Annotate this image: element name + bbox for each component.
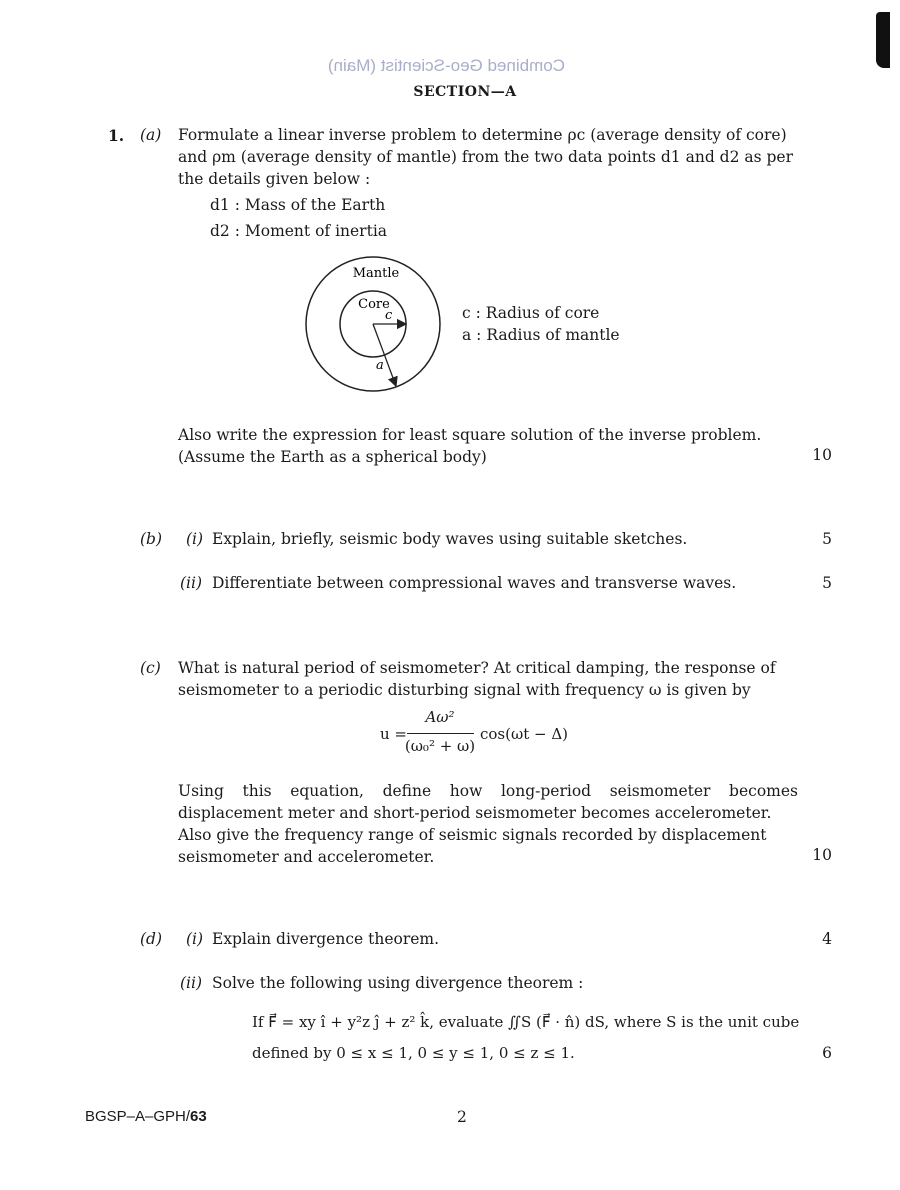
fraction-bar — [407, 733, 474, 734]
earth-diagram — [300, 255, 450, 405]
mantle-radius-arrow — [373, 324, 396, 386]
part-c-using-line-3: Also give the frequency range of seismic signals recorded by displacement — [178, 826, 767, 844]
part-a-also — [178, 424, 798, 468]
part-b-ii-text: Differentiate between compressional waves and transverse waves. — [212, 574, 737, 592]
part-d-ii-marks: 6 — [822, 1044, 832, 1062]
part-b-i-label: (i) — [186, 530, 204, 548]
part-a-marks: 10 — [812, 446, 832, 464]
part-c-text — [178, 657, 798, 701]
mantle-label: Mantle — [352, 266, 400, 281]
section-title: SECTION—A — [413, 84, 517, 100]
part-c-label: (c) — [140, 659, 161, 677]
data-point-d2: d2 : Moment of inertia — [210, 222, 388, 240]
part-a-line-1: Formulate a linear inverse problem to determine ρc (average density of core) — [178, 126, 787, 144]
data-point-d1: d1 : Mass of the Earth — [210, 196, 386, 214]
a-label: a — [376, 358, 384, 373]
part-b-i-text: Explain, briefly, seismic body waves using suitable sketches. — [212, 530, 688, 548]
part-b-i-marks: 5 — [822, 530, 832, 548]
c-label: c — [385, 308, 393, 323]
part-b-ii-marks: 5 — [822, 574, 832, 592]
part-c-using-line-1: Using this equation, define how long-period seismometer becomes — [178, 782, 798, 800]
divergence-equation: If F⃗ = xy î + y²z ĵ + z² k̂, evaluate ∬S (F⃗ · n̂) dS, where S is the unit cube — [252, 1013, 800, 1031]
part-c-line-2: seismometer to a periodic disturbing signal with frequency ω is given by — [178, 681, 751, 699]
part-a-also-line-2: (Assume the Earth as a spherical body) — [178, 448, 487, 466]
part-a-text — [178, 124, 798, 190]
unit-cube-definition: defined by 0 ≤ x ≤ 1, 0 ≤ y ≤ 1, 0 ≤ z ≤ 1. — [252, 1044, 575, 1062]
response-equation-denominator: (ω₀² + ω) — [404, 737, 476, 755]
part-a-line-2: and ρm (average density of mantle) from the two data points d1 and d2 as per — [178, 148, 794, 166]
part-d-i-text: Explain divergence theorem. — [212, 930, 440, 948]
part-c-using — [178, 780, 798, 868]
part-c-using-line-4: seismometer and accelerometer. — [178, 848, 435, 866]
part-a-also-line-1: Also write the expression for least square solution of the inverse problem. — [178, 426, 762, 444]
part-b-label: (b) — [140, 530, 163, 548]
legend-mantle-radius: a : Radius of mantle — [462, 326, 620, 344]
part-d-i-label: (i) — [186, 930, 204, 948]
part-c-using-line-2: displacement meter and short-period seismometer becomes accelerometer. — [178, 804, 772, 822]
page-number: 2 — [457, 1108, 467, 1126]
part-d-ii-text: Solve the following using divergence theorem : — [212, 974, 584, 992]
paper-code-suffix: 63 — [190, 1108, 207, 1125]
part-a-label: (a) — [140, 126, 162, 144]
core-label: Core — [358, 297, 390, 312]
legend-core-radius: c : Radius of core — [462, 304, 600, 322]
response-equation-rhs: cos(ωt − Δ) — [480, 725, 569, 743]
bleed-through-text: Combined Geo-Scientist (Main) — [327, 56, 565, 75]
paper-code-prefix: BGSP–A–GPH/ — [85, 1108, 191, 1125]
part-d-i-marks: 4 — [822, 930, 832, 948]
part-c-line-1: What is natural period of seismometer? At critical damping, the response of — [178, 659, 776, 677]
part-a-line-3: the details given below : — [178, 170, 371, 188]
part-d-ii-label: (ii) — [180, 974, 203, 992]
paper-code — [85, 1108, 207, 1125]
scan-edge-mark — [876, 12, 890, 68]
response-equation-lhs: u = — [380, 725, 407, 743]
part-b-ii-label: (ii) — [180, 574, 203, 592]
part-d-label: (d) — [140, 930, 163, 948]
part-c-marks: 10 — [812, 846, 832, 864]
question-number: 1. — [108, 126, 125, 145]
response-equation-numerator: Aω² — [425, 708, 455, 726]
